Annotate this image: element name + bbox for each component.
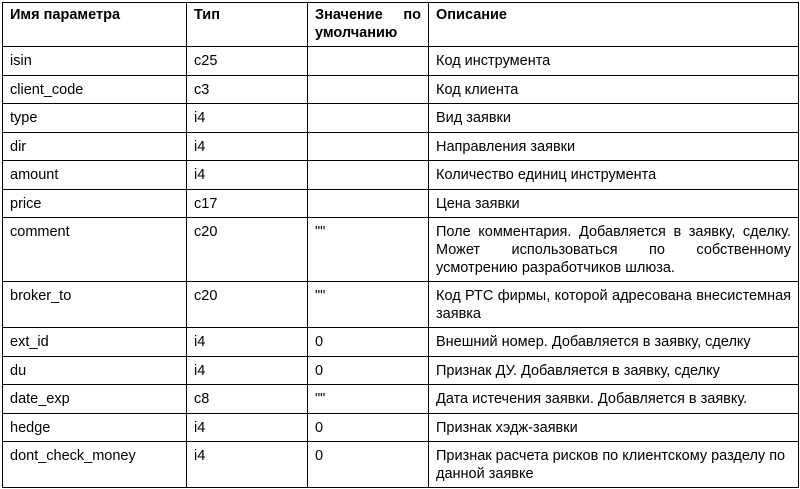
cell-default: ""	[308, 218, 429, 282]
cell-param-name: price	[3, 189, 187, 218]
cell-default: 0	[308, 442, 429, 488]
cell-type: i4	[187, 104, 308, 133]
parameters-table	[2, 2, 799, 488]
table-row	[3, 328, 799, 357]
cell-param-name: dir	[3, 132, 187, 161]
header-type: Тип	[187, 3, 308, 47]
cell-type: c25	[187, 47, 308, 76]
cell-default	[308, 104, 429, 133]
cell-param-name: broker_to	[3, 282, 187, 328]
cell-description: Код клиента	[429, 75, 799, 104]
cell-type: i4	[187, 132, 308, 161]
cell-param-name: isin	[3, 47, 187, 76]
cell-description: Количество единиц инструмента	[429, 161, 799, 190]
cell-type: c17	[187, 189, 308, 218]
table-row	[3, 161, 799, 190]
cell-default: ""	[308, 282, 429, 328]
cell-description: Внешний номер. Добавляется в заявку, сделку	[429, 328, 799, 357]
cell-type: i4	[187, 413, 308, 442]
table-row	[3, 218, 799, 282]
table-row	[3, 104, 799, 133]
header-param-name: Имя параметра	[3, 3, 187, 47]
cell-type: c20	[187, 218, 308, 282]
cell-default	[308, 132, 429, 161]
table-row	[3, 385, 799, 414]
cell-description: Признак расчета рисков по клиентскому разделу по данной заявке	[429, 442, 799, 488]
table-row	[3, 47, 799, 76]
cell-default	[308, 161, 429, 190]
cell-param-name: hedge	[3, 413, 187, 442]
cell-type: i4	[187, 161, 308, 190]
cell-description: Признак хэдж-заявки	[429, 413, 799, 442]
cell-param-name: dont_check_money	[3, 442, 187, 488]
cell-default	[308, 189, 429, 218]
table-header-row	[3, 3, 799, 47]
header-default-value: Значение по умолчанию	[308, 3, 429, 47]
cell-default	[308, 75, 429, 104]
cell-default: 0	[308, 356, 429, 385]
cell-param-name: date_exp	[3, 385, 187, 414]
cell-default: 0	[308, 328, 429, 357]
table-row	[3, 282, 799, 328]
cell-description: Дата истечения заявки. Добавляется в заявку.	[429, 385, 799, 414]
cell-type: c20	[187, 282, 308, 328]
table-row	[3, 75, 799, 104]
cell-description: Поле комментария. Добавляется в заявку, сделку. Может использоваться по собственному усмотрению разработчиков шлюза.	[429, 218, 799, 282]
table-row	[3, 413, 799, 442]
table-row	[3, 132, 799, 161]
table-row	[3, 442, 799, 488]
table-row	[3, 356, 799, 385]
cell-default	[308, 47, 429, 76]
cell-description: Код инструмента	[429, 47, 799, 76]
header-description: Описание	[429, 3, 799, 47]
cell-description: Код РТС фирмы, которой адресована внесистемная заявка	[429, 282, 799, 328]
cell-type: i4	[187, 328, 308, 357]
cell-default: 0	[308, 413, 429, 442]
cell-default: ""	[308, 385, 429, 414]
cell-description: Направления заявки	[429, 132, 799, 161]
parameters-table-container	[2, 2, 799, 488]
cell-param-name: client_code	[3, 75, 187, 104]
cell-param-name: comment	[3, 218, 187, 282]
cell-description: Признак ДУ. Добавляется в заявку, сделку	[429, 356, 799, 385]
cell-type: c8	[187, 385, 308, 414]
cell-description: Цена заявки	[429, 189, 799, 218]
cell-type: i4	[187, 356, 308, 385]
cell-description: Вид заявки	[429, 104, 799, 133]
cell-param-name: ext_id	[3, 328, 187, 357]
cell-param-name: amount	[3, 161, 187, 190]
cell-type: i4	[187, 442, 308, 488]
cell-param-name: du	[3, 356, 187, 385]
table-row	[3, 189, 799, 218]
cell-type: c3	[187, 75, 308, 104]
cell-param-name: type	[3, 104, 187, 133]
